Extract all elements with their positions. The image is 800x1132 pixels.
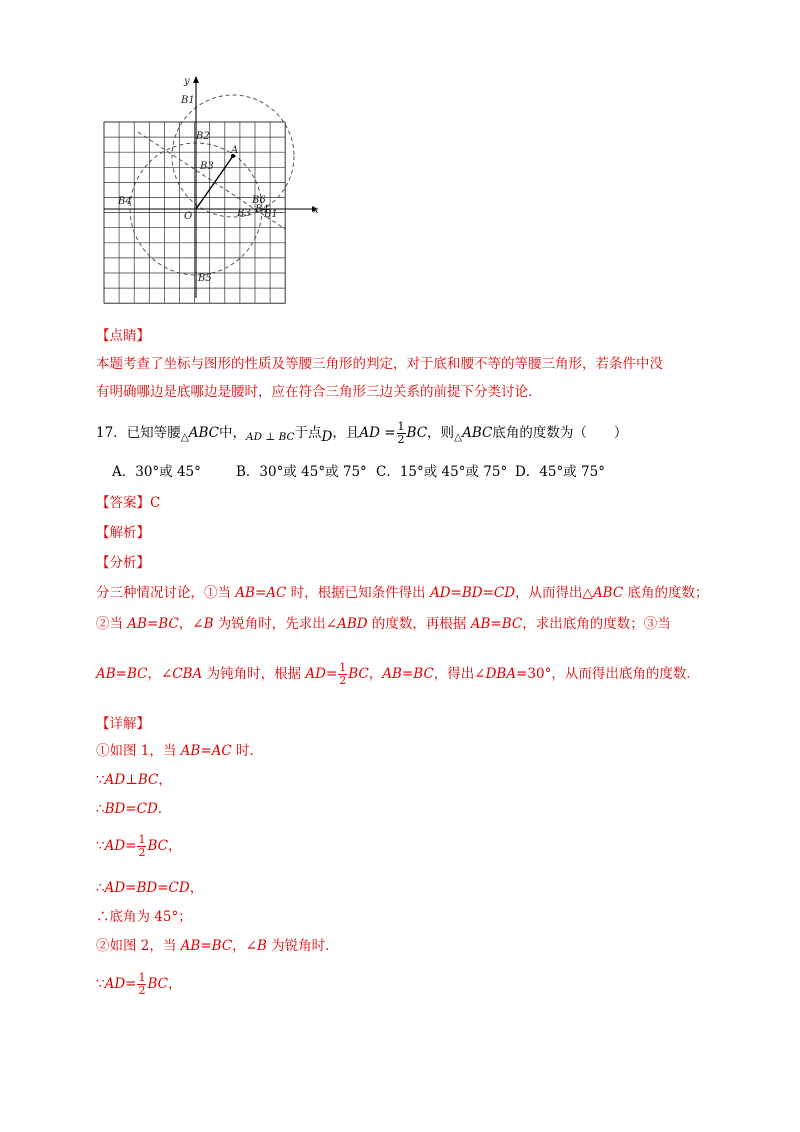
xiangjie-step-7: ②如图 2，当 AB=BC，∠B 为锐角时． [96,938,339,954]
step4-half-fraction: $\frac{1}{2}$ [138,833,146,859]
xiangjie-step-2: ∵AD⊥BC， [96,772,172,788]
option-d: D．45°或 75° [515,464,605,480]
xiangjie-step-1: ①如图 1，当 AB=AC 时． [96,743,264,759]
label-b5-bottom: B5 [198,273,212,284]
xiangjie-step-3: ∴BD=CD． [96,801,172,817]
xiangjie-step-5: ∴AD=BD=CD， [96,880,204,896]
q17-bc: BC [406,425,428,441]
q17-at-point: 于点 [294,425,322,441]
option-c: C．15°或 45°或 75° [376,464,508,480]
option-a: A．30°或 45° [112,464,201,480]
axis-x-label: x [313,205,319,216]
question-17 [96,421,627,447]
xiangjie-step-8: ∵AD= $\frac{1}{2}$ BC， [96,971,182,997]
coordinate-grid-figure [100,72,330,304]
y-axis-arrow-icon [193,76,199,83]
answer-label: 【答案】 [96,495,150,511]
q17-ad-perp-bc: AD ⊥ BC [246,431,295,443]
label-b4-left: B4 [118,196,132,207]
q17-half-fraction: $\frac{1}{2}$ [397,420,405,446]
q17-triangle: △ [180,431,189,443]
xiangjie-step-6: ∴底角为 45°； [96,909,192,925]
label-b6: B6 [252,195,266,206]
q17-abc: ABC [188,425,220,441]
fenxi-line-2: ②当 AB=BC，∠B 为锐角时，先求出∠ABD 的度数，再根据 AB=BC，求出底角的度数；③当 [96,616,671,632]
label-b4-right: B4 [255,204,269,215]
q17-number: 17．已知等腰 [96,425,181,441]
label-b1-right: B1 [264,209,278,220]
q17-d: D [321,429,333,445]
label-b1-top: B1 [181,95,195,106]
q17-triangle-2: △ [454,431,463,443]
q17-and: ，且 [332,425,360,441]
dianjing-line-2: 有明确哪边是底哪边是腰时，应在符合三角形三边关系的前提下分类讨论． [96,384,542,400]
q17-tail: 底角的度数为（ ） [492,425,628,441]
fenxi-line-3: AB=BC，∠CBA 为钝角时，根据 AD= $\frac{1}{2}$ BC，AB=BC，得出∠DBA=30°，从而得出底角的度数． [96,661,700,687]
jiexi-title: 【解析】 [96,525,150,541]
answer-line [96,493,160,513]
fenxi-title: 【分析】 [96,555,150,571]
answer-value: C [150,495,161,511]
label-b3-right: B3 [237,208,251,219]
point-a-label: A [231,145,239,156]
fenxi-half-fraction: $\frac{1}{2}$ [339,661,347,687]
fenxi-line-1: 分三种情况讨论，①当 AB=AC 时，根据已知条件得出 AD=BD=CD，从而得出△ABC 底角的度数； [96,585,709,601]
axis-y-label: y [184,76,190,87]
label-b3: B3 [200,161,214,172]
q17-abc-2: ABC [462,425,493,441]
dianjing-line-1: 本题考查了坐标与图形的性质及等腰三角形的判定，对于底和腰不等的等腰三角形，若条件中没 [96,356,663,372]
dianjing-title: 【点睛】 [96,328,150,344]
q17-mid: 中， [219,425,247,441]
q17-then: ，则 [427,425,455,441]
xiangjie-step-4: ∵AD= $\frac{1}{2}$ BC， [96,833,182,859]
origin-label: O [184,211,193,222]
xiangjie-title: 【详解】 [96,716,150,732]
q17-ad-eq: AD = [359,425,396,441]
step8-half-fraction: $\frac{1}{2}$ [138,971,146,997]
option-b: B．30°或 45°或 75° [236,464,367,480]
label-b2: B2 [196,131,210,142]
